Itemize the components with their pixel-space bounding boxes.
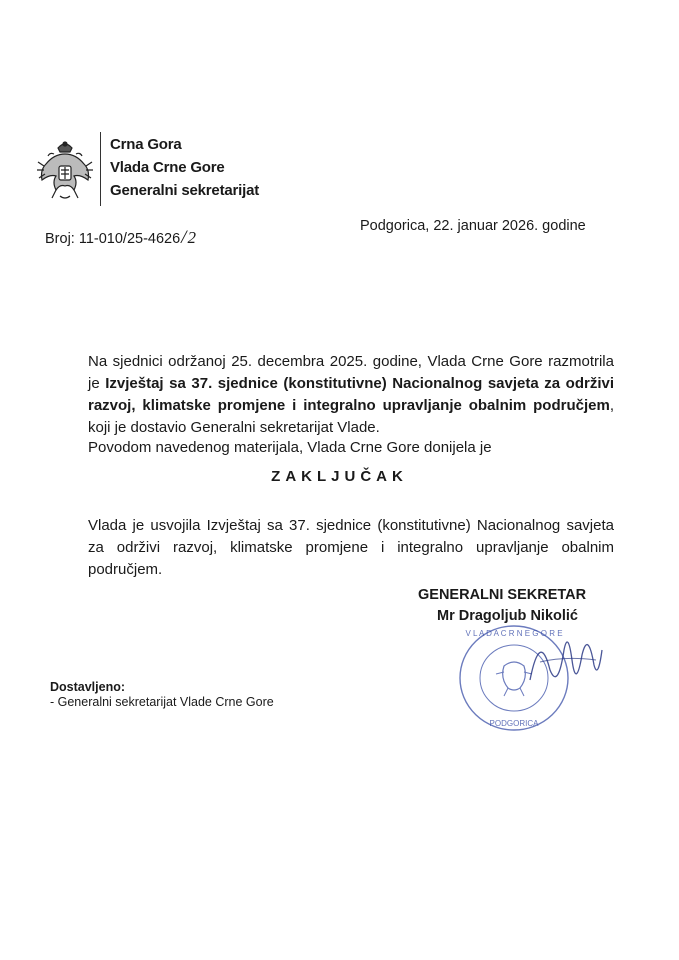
handwritten-signature — [520, 620, 610, 700]
distribution-label: Dostavljeno: — [50, 680, 126, 694]
paragraph-session-bold: Izvještaj sa 37. sjednice (konstitutivne) Nacionalnog savjeta za održivi razvoj, klimatske promjene i integralno upravljanje obalnim područjem — [88, 375, 614, 414]
svg-text:PODGORICA: PODGORICA — [489, 719, 539, 728]
document-date: Podgorica, 22. januar 2026. godine — [360, 218, 586, 234]
header-divider — [100, 132, 101, 206]
reference-number-suffix: 2 — [187, 228, 196, 247]
header-country: Crna Gora — [110, 136, 182, 153]
svg-text:V L A D A C R N E G O R E: V L A D A C R N E G O R E — [465, 629, 563, 638]
montenegro-coat-of-arms-icon — [36, 140, 94, 202]
header-government: Vlada Crne Gore — [110, 159, 225, 176]
reference-number-label: Broj: 11-010/25-4626 — [45, 231, 181, 247]
paragraph-session-start: Na sjednici održanoj 25. decembra 2025. godine, Vlada Crne Gore razmotrila je — [88, 353, 614, 392]
paragraph-session — [88, 351, 614, 439]
signature-role: GENERALNI SEKRETAR — [418, 587, 587, 603]
paragraph-session-end: , koji je dostavio Generalni sekretarijat Vlade. — [88, 397, 614, 436]
paragraph-conclusion: Vlada je usvojila Izvještaj sa 37. sjednice (konstitutivne) Nacionalnog savjeta za održivi razvoj, klimatske promjene i integralno upravljanje obalnim područjem. — [88, 517, 614, 578]
distribution-item: - Generalni sekretarijat Vlade Crne Gore — [50, 695, 274, 709]
reference-number — [45, 227, 196, 249]
paragraph-decision-intro: Povodom navedenog materijala, Vlada Crne Gore donijela je — [88, 439, 492, 456]
header-secretariat: Generalni sekretarijat — [110, 182, 260, 199]
signature-name: Mr Dragoljub Nikolić — [437, 608, 578, 624]
conclusion-title: ZAKLJUČAK — [271, 468, 408, 485]
reference-slash: / — [181, 227, 187, 248]
